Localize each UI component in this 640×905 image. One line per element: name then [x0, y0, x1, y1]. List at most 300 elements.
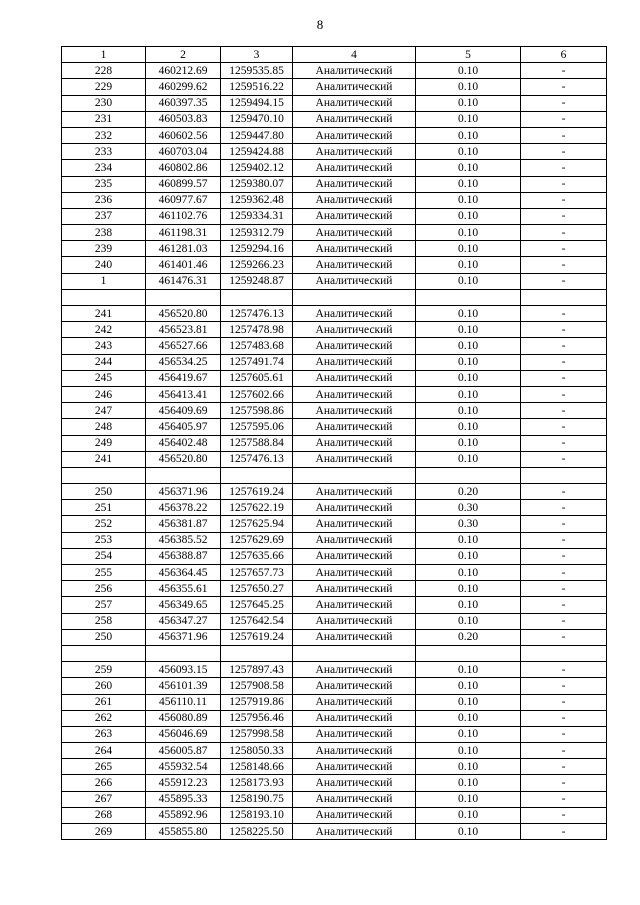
table-cell: 1257598.86 — [221, 403, 293, 419]
table-cell: 0.10 — [416, 710, 521, 726]
table-cell: 253 — [62, 532, 146, 548]
column-header: 4 — [293, 47, 416, 63]
table-cell: 243 — [62, 338, 146, 354]
table-row — [62, 581, 607, 597]
table-cell: Аналитический — [293, 597, 416, 613]
table-cell: Аналитический — [293, 435, 416, 451]
table-row — [62, 95, 607, 111]
table-cell: - — [521, 386, 607, 402]
table-cell: 0.10 — [416, 532, 521, 548]
table-cell: Аналитический — [293, 791, 416, 807]
table-cell: 267 — [62, 791, 146, 807]
table-cell: 0.10 — [416, 192, 521, 208]
table-cell — [62, 289, 146, 305]
table-cell: 245 — [62, 370, 146, 386]
table-cell: 231 — [62, 111, 146, 127]
table-cell: 456355.61 — [146, 581, 221, 597]
table-cell: 0.10 — [416, 759, 521, 775]
table-cell: 248 — [62, 419, 146, 435]
table-cell: 1259516.22 — [221, 79, 293, 95]
table-cell: Аналитический — [293, 662, 416, 678]
table-cell: 0.10 — [416, 354, 521, 370]
table-row — [62, 548, 607, 564]
table-cell: 456409.69 — [146, 403, 221, 419]
table-cell: 456388.87 — [146, 548, 221, 564]
table-cell: - — [521, 370, 607, 386]
table-cell: 456371.96 — [146, 484, 221, 500]
table-cell: - — [521, 192, 607, 208]
table-row — [62, 791, 607, 807]
table-cell: - — [521, 306, 607, 322]
table-row — [62, 629, 607, 645]
table-cell: 265 — [62, 759, 146, 775]
table-cell: 1257650.27 — [221, 581, 293, 597]
table-row — [62, 694, 607, 710]
table-cell: 1257908.58 — [221, 678, 293, 694]
table-cell: 1259494.15 — [221, 95, 293, 111]
table-cell: - — [521, 127, 607, 143]
table-cell: Аналитический — [293, 241, 416, 257]
table-row — [62, 759, 607, 775]
table-cell: - — [521, 354, 607, 370]
table-cell: 0.10 — [416, 419, 521, 435]
table-cell: 1259447.80 — [221, 127, 293, 143]
table-row — [62, 775, 607, 791]
table-cell: 269 — [62, 824, 146, 840]
table-row — [62, 435, 607, 451]
table-cell: Аналитический — [293, 775, 416, 791]
column-header: 2 — [146, 47, 221, 63]
table-cell: 0.10 — [416, 95, 521, 111]
table-cell: 1259380.07 — [221, 176, 293, 192]
table-cell: 264 — [62, 743, 146, 759]
table-cell — [146, 645, 221, 661]
table-cell: 260 — [62, 678, 146, 694]
table-cell: 239 — [62, 241, 146, 257]
table-row — [62, 710, 607, 726]
table-cell: 461198.31 — [146, 225, 221, 241]
column-header: 5 — [416, 47, 521, 63]
table-cell: 0.10 — [416, 824, 521, 840]
table-cell: 0.10 — [416, 144, 521, 160]
table-cell: - — [521, 322, 607, 338]
table-cell — [416, 467, 521, 483]
table-cell: 238 — [62, 225, 146, 241]
table-cell: 460212.69 — [146, 63, 221, 79]
table-row — [62, 208, 607, 224]
table-row — [62, 645, 607, 661]
table-cell: 0.10 — [416, 565, 521, 581]
table-cell: 0.10 — [416, 451, 521, 467]
table-row — [62, 370, 607, 386]
table-row — [62, 322, 607, 338]
table-cell: - — [521, 144, 607, 160]
table-row — [62, 565, 607, 581]
table-cell: - — [521, 613, 607, 629]
table-cell: Аналитический — [293, 807, 416, 823]
table-cell: 460899.57 — [146, 176, 221, 192]
table-cell: 1259535.85 — [221, 63, 293, 79]
table-row — [62, 79, 607, 95]
table-cell: 0.20 — [416, 484, 521, 500]
table-row — [62, 500, 607, 516]
table-cell: 460602.56 — [146, 127, 221, 143]
table-cell: Аналитический — [293, 694, 416, 710]
table-cell — [293, 645, 416, 661]
table-cell: 1257897.43 — [221, 662, 293, 678]
table-cell: 0.10 — [416, 322, 521, 338]
table-cell: 461401.46 — [146, 257, 221, 273]
table-row — [62, 63, 607, 79]
table-cell: 0.10 — [416, 111, 521, 127]
table-cell: 1 — [62, 273, 146, 289]
table-cell: Аналитический — [293, 500, 416, 516]
table-cell: 263 — [62, 726, 146, 742]
table-cell: 1257619.24 — [221, 629, 293, 645]
table-cell: Аналитический — [293, 257, 416, 273]
table-cell: 252 — [62, 516, 146, 532]
table-cell: Аналитический — [293, 726, 416, 742]
table-cell: 1257602.66 — [221, 386, 293, 402]
table-cell: Аналитический — [293, 613, 416, 629]
table-cell: Аналитический — [293, 63, 416, 79]
table-cell: 268 — [62, 807, 146, 823]
table-cell: 258 — [62, 613, 146, 629]
table-row — [62, 662, 607, 678]
table-cell — [521, 289, 607, 305]
table-cell: 456402.48 — [146, 435, 221, 451]
page-number: 8 — [316, 17, 324, 32]
table-cell: 1257625.94 — [221, 516, 293, 532]
table-cell: 1257595.06 — [221, 419, 293, 435]
table-row — [62, 743, 607, 759]
table-cell: 455912.23 — [146, 775, 221, 791]
table-cell: 456101.39 — [146, 678, 221, 694]
table-cell: 1257919.86 — [221, 694, 293, 710]
table-cell: - — [521, 208, 607, 224]
table-cell: 233 — [62, 144, 146, 160]
table-cell: 228 — [62, 63, 146, 79]
table-cell: 232 — [62, 127, 146, 143]
table-cell: 0.10 — [416, 581, 521, 597]
table-cell: 1257476.13 — [221, 306, 293, 322]
table-cell: 1259334.31 — [221, 208, 293, 224]
table-cell: 456364.45 — [146, 565, 221, 581]
table-cell: - — [521, 743, 607, 759]
table-cell: 0.10 — [416, 403, 521, 419]
table-cell: 1258173.93 — [221, 775, 293, 791]
table-cell: 249 — [62, 435, 146, 451]
table-header-row — [62, 47, 607, 63]
table-row — [62, 111, 607, 127]
table-cell: Аналитический — [293, 192, 416, 208]
table-cell: - — [521, 807, 607, 823]
table-cell: - — [521, 241, 607, 257]
table-cell: - — [521, 532, 607, 548]
table-cell: 0.10 — [416, 176, 521, 192]
table-cell: 256 — [62, 581, 146, 597]
table-cell: 251 — [62, 500, 146, 516]
table-cell: 1257476.13 — [221, 451, 293, 467]
column-header: 6 — [521, 47, 607, 63]
table-cell: 0.10 — [416, 743, 521, 759]
table-cell: 1257642.54 — [221, 613, 293, 629]
table-cell: Аналитический — [293, 403, 416, 419]
table-cell: - — [521, 63, 607, 79]
table-cell: 0.10 — [416, 257, 521, 273]
table-cell: 1259470.10 — [221, 111, 293, 127]
table-cell: 0.10 — [416, 386, 521, 402]
table-row — [62, 403, 607, 419]
table-cell: 0.10 — [416, 613, 521, 629]
table-cell: 242 — [62, 322, 146, 338]
table-cell: Аналитический — [293, 743, 416, 759]
table-cell: - — [521, 548, 607, 564]
table-cell: 250 — [62, 629, 146, 645]
table-cell — [146, 467, 221, 483]
table-row — [62, 613, 607, 629]
table-row — [62, 144, 607, 160]
table-row — [62, 225, 607, 241]
table-row — [62, 386, 607, 402]
table-row — [62, 306, 607, 322]
table-cell: 456527.66 — [146, 338, 221, 354]
table-cell: 250 — [62, 484, 146, 500]
table-cell: 456523.81 — [146, 322, 221, 338]
table-cell: Аналитический — [293, 95, 416, 111]
table-row — [62, 516, 607, 532]
table-cell: 1258225.50 — [221, 824, 293, 840]
table-cell: Аналитический — [293, 548, 416, 564]
table-cell: - — [521, 629, 607, 645]
table-row — [62, 127, 607, 143]
table-row — [62, 160, 607, 176]
table-cell: Аналитический — [293, 419, 416, 435]
table-cell: 0.10 — [416, 273, 521, 289]
table-cell: 1259266.23 — [221, 257, 293, 273]
table-cell: 1257491.74 — [221, 354, 293, 370]
table-cell: - — [521, 597, 607, 613]
table-cell: 456349.65 — [146, 597, 221, 613]
table-cell: 1257998.58 — [221, 726, 293, 742]
table-cell: 460802.86 — [146, 160, 221, 176]
table-row — [62, 354, 607, 370]
table-cell: 241 — [62, 451, 146, 467]
table-cell: 1259248.87 — [221, 273, 293, 289]
table-cell: - — [521, 759, 607, 775]
table-cell: 0.10 — [416, 306, 521, 322]
table-cell: 0.10 — [416, 370, 521, 386]
table-cell: 237 — [62, 208, 146, 224]
table-cell: 455855.80 — [146, 824, 221, 840]
table-cell: 257 — [62, 597, 146, 613]
table-cell: 1257478.98 — [221, 322, 293, 338]
table-cell: Аналитический — [293, 759, 416, 775]
table-cell: 1257629.69 — [221, 532, 293, 548]
table-cell: 0.10 — [416, 225, 521, 241]
table-cell: - — [521, 694, 607, 710]
table-cell: 1259312.79 — [221, 225, 293, 241]
table-cell — [416, 645, 521, 661]
table-row — [62, 532, 607, 548]
table-cell: Аналитический — [293, 160, 416, 176]
table-cell — [221, 467, 293, 483]
table-cell — [521, 645, 607, 661]
table-cell: 456378.22 — [146, 500, 221, 516]
table-row — [62, 289, 607, 305]
table-cell: Аналитический — [293, 516, 416, 532]
table-cell: 0.10 — [416, 79, 521, 95]
table-cell: Аналитический — [293, 710, 416, 726]
table-cell: 456413.41 — [146, 386, 221, 402]
table-cell: - — [521, 225, 607, 241]
table-cell: Аналитический — [293, 824, 416, 840]
column-header: 3 — [221, 47, 293, 63]
table-cell: 456520.80 — [146, 451, 221, 467]
coordinates-table — [61, 46, 607, 840]
table-cell: Аналитический — [293, 451, 416, 467]
table-cell: 456419.67 — [146, 370, 221, 386]
table-cell: Аналитический — [293, 79, 416, 95]
table-cell: 234 — [62, 160, 146, 176]
table-cell: 0.10 — [416, 597, 521, 613]
table-cell: 1259362.48 — [221, 192, 293, 208]
table-cell: 460977.67 — [146, 192, 221, 208]
table-cell: - — [521, 160, 607, 176]
table-cell: Аналитический — [293, 111, 416, 127]
table-cell: 0.30 — [416, 516, 521, 532]
table-cell: - — [521, 79, 607, 95]
table-cell: 0.10 — [416, 208, 521, 224]
table-cell: 0.10 — [416, 807, 521, 823]
table-cell: 456520.80 — [146, 306, 221, 322]
table-cell: - — [521, 484, 607, 500]
table-cell: 236 — [62, 192, 146, 208]
table-cell — [416, 289, 521, 305]
table-cell: Аналитический — [293, 386, 416, 402]
table-cell: - — [521, 791, 607, 807]
table-cell: 241 — [62, 306, 146, 322]
table-cell: 456405.97 — [146, 419, 221, 435]
table-cell: 455895.33 — [146, 791, 221, 807]
table-cell — [293, 467, 416, 483]
table-cell: 456381.87 — [146, 516, 221, 532]
table-cell — [62, 467, 146, 483]
table-cell: 1257588.84 — [221, 435, 293, 451]
table-row — [62, 678, 607, 694]
table-cell: 460299.62 — [146, 79, 221, 95]
table-row — [62, 338, 607, 354]
table-row — [62, 726, 607, 742]
table-cell: Аналитический — [293, 484, 416, 500]
table-row — [62, 192, 607, 208]
table-cell — [521, 467, 607, 483]
table-cell: Аналитический — [293, 306, 416, 322]
table-cell: 262 — [62, 710, 146, 726]
table-cell: 1259424.88 — [221, 144, 293, 160]
table-cell: 247 — [62, 403, 146, 419]
table-cell: 1257657.73 — [221, 565, 293, 581]
table-row — [62, 176, 607, 192]
table-cell: 266 — [62, 775, 146, 791]
table-cell: 460503.83 — [146, 111, 221, 127]
table-cell: 0.10 — [416, 160, 521, 176]
table-cell: Аналитический — [293, 127, 416, 143]
table-cell: Аналитический — [293, 581, 416, 597]
table-row — [62, 419, 607, 435]
table-cell: 1258190.75 — [221, 791, 293, 807]
column-header: 1 — [62, 47, 146, 63]
table-row — [62, 484, 607, 500]
table-cell — [221, 289, 293, 305]
table-cell: 0.10 — [416, 678, 521, 694]
table-cell: 456110.11 — [146, 694, 221, 710]
table-cell: 261 — [62, 694, 146, 710]
table-cell — [221, 645, 293, 661]
table-cell — [146, 289, 221, 305]
table-cell: 254 — [62, 548, 146, 564]
table-row — [62, 824, 607, 840]
table-cell: Аналитический — [293, 208, 416, 224]
table-cell: - — [521, 419, 607, 435]
table-cell: - — [521, 273, 607, 289]
table-row — [62, 273, 607, 289]
table-cell: - — [521, 257, 607, 273]
table-cell: 259 — [62, 662, 146, 678]
table-cell: 1259402.12 — [221, 160, 293, 176]
table-cell: 0.10 — [416, 127, 521, 143]
table-cell: 455892.96 — [146, 807, 221, 823]
table-cell: Аналитический — [293, 629, 416, 645]
table-cell: 0.10 — [416, 662, 521, 678]
table-cell: 1258193.10 — [221, 807, 293, 823]
table-cell: 456046.69 — [146, 726, 221, 742]
table-cell: 0.10 — [416, 775, 521, 791]
table-cell: 0.10 — [416, 435, 521, 451]
table-cell: - — [521, 338, 607, 354]
table-cell: - — [521, 726, 607, 742]
table-cell: 235 — [62, 176, 146, 192]
table-cell: Аналитический — [293, 225, 416, 241]
table-cell: - — [521, 451, 607, 467]
table-cell: Аналитический — [293, 370, 416, 386]
table-cell: - — [521, 500, 607, 516]
table-cell: Аналитический — [293, 322, 416, 338]
table-cell: Аналитический — [293, 565, 416, 581]
table-cell: - — [521, 516, 607, 532]
table-cell: 1257956.46 — [221, 710, 293, 726]
table-cell: Аналитический — [293, 144, 416, 160]
table-cell: 456005.87 — [146, 743, 221, 759]
table-cell: Аналитический — [293, 354, 416, 370]
table-cell: 1257645.25 — [221, 597, 293, 613]
table-cell: - — [521, 176, 607, 192]
table-cell: - — [521, 678, 607, 694]
table-cell: 0.10 — [416, 338, 521, 354]
table-cell: 461102.76 — [146, 208, 221, 224]
table-row — [62, 597, 607, 613]
table-cell — [62, 645, 146, 661]
table-row — [62, 807, 607, 823]
table-cell: 1258148.66 — [221, 759, 293, 775]
table-cell: 0.10 — [416, 63, 521, 79]
table-cell: 255 — [62, 565, 146, 581]
table-cell: - — [521, 111, 607, 127]
table-cell: 456385.52 — [146, 532, 221, 548]
table-body — [62, 63, 607, 840]
table-cell: 456534.25 — [146, 354, 221, 370]
table-cell: - — [521, 710, 607, 726]
